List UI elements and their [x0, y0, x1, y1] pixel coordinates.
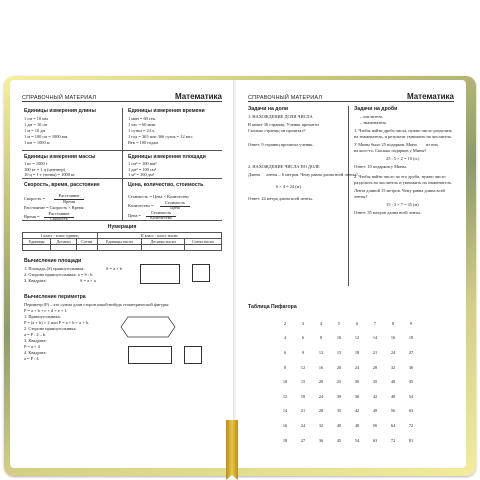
pythagoras-cell: 14	[372, 335, 378, 341]
perimeter-line: 4. Квадрата:	[24, 350, 47, 355]
pythagoras-cell: 42	[354, 408, 360, 414]
perimeter-line: a = P : 2 – b.	[24, 332, 47, 337]
pythagoras-cell: 10	[336, 335, 342, 341]
perimeter-title: Вычисление периметра	[24, 294, 86, 300]
pythagoras-cell: 54	[354, 437, 360, 443]
price-frac-bottom: Цена	[170, 205, 180, 210]
pythagoras-cell: 12	[282, 393, 288, 399]
pythagoras-cell: 28	[372, 364, 378, 370]
parts-line: В книге 36 страниц. Ученик прочитал	[248, 122, 319, 127]
pythagoras-cell: 9	[409, 320, 413, 326]
pythagoras-row	[276, 331, 420, 346]
pythagoras-cell: 48	[354, 422, 360, 428]
perimeter-line: P = a + b + c + d + e + f.	[24, 308, 68, 313]
pythagoras-cell: 45	[336, 437, 342, 443]
pythagoras-row	[276, 374, 420, 389]
area-line: 1 дм² = 100 см²	[128, 167, 157, 172]
pythagoras-cell: 10	[282, 379, 288, 385]
right-page	[236, 80, 466, 468]
parts-line: ленты – 6 метров. Чему равна длина всей ленты?	[266, 172, 358, 177]
pythagoras-cell: 24	[390, 349, 396, 355]
pythagoras-cell: 81	[408, 437, 414, 443]
time-line: 1 сутки = 24 ч.	[128, 128, 156, 133]
pythagoras-row	[276, 404, 420, 419]
length-title: Единицы измерения длины	[24, 108, 96, 114]
fractions-answer: Ответ: 35 метров длина всей ленты.	[354, 210, 422, 215]
pythagoras-cell: 3	[301, 320, 305, 326]
pythagoras-cell: 18	[408, 335, 414, 341]
pythagoras-cell: 27	[408, 349, 414, 355]
fractions-line: Лента длиной 15 метров. Чему равна длина всей	[354, 188, 445, 193]
pythagoras-cell: 32	[390, 364, 396, 370]
area-title: Единицы измерения площади	[128, 154, 206, 160]
pythagoras-cell: 6	[283, 349, 287, 355]
pythagoras-cell: 9	[301, 349, 305, 355]
price-title: Цена, количество, стоимость	[128, 182, 204, 188]
pythagoras-cell: 36	[354, 393, 360, 399]
pythagoras-cell: 35	[336, 408, 342, 414]
fractions-answer: Ответ: 10 подарков у Мины.	[354, 164, 407, 169]
parts-answer: Ответ: 9 страниц прочитал ученик.	[248, 142, 314, 147]
pythagoras-cell: 42	[372, 393, 378, 399]
price-frac2-top: Стоимость	[146, 210, 176, 217]
fractions-line: – знаменатель	[360, 120, 387, 125]
pythagoras-cell: 6	[355, 320, 359, 326]
fractions-line: из них	[426, 142, 439, 147]
area-calc-formula: S = a × a	[80, 278, 96, 283]
area-calc-formula: S = a × b	[106, 266, 122, 271]
pythagoras-cell: 48	[390, 393, 396, 399]
parts-equation: 6 × 4 = 24 (м)	[276, 184, 301, 189]
pythagoras-cell: 28	[318, 408, 324, 414]
speed-line: Скорость =	[24, 196, 45, 201]
pythagoras-cell: 56	[390, 408, 396, 414]
perimeter-line: Периметр (P) – это сумма длин сторон какой-нибудь геометрической фигуры:	[24, 302, 170, 307]
speed-frac-bottom: Время	[63, 199, 75, 204]
pythagoras-cell: 15	[300, 379, 306, 385]
parts-line: Длина	[248, 172, 260, 177]
pythagoras-cell: 7	[373, 320, 377, 326]
bookmark-ribbon	[226, 420, 238, 480]
row-divider	[22, 178, 222, 179]
mass-line: 100 кг = 1 ц (центнер)	[24, 167, 66, 172]
mass-line: 1 кг = 1000 г	[24, 161, 48, 166]
pythagoras-cell: 36	[318, 437, 324, 443]
column-divider	[122, 108, 123, 220]
pythagoras-cell: 8	[391, 320, 395, 326]
price-frac-top: Стоимость	[160, 200, 190, 207]
pythagoras-cell: 24	[300, 422, 306, 428]
speed-frac2-bottom: Скорость	[50, 216, 68, 221]
hexagon-figure	[120, 316, 176, 338]
perimeter-line: 1. Прямоугольника:	[24, 314, 61, 319]
fractions-title: Задачи на дроби	[354, 106, 398, 112]
left-page	[10, 80, 234, 468]
pythagoras-cell: 6	[301, 335, 305, 341]
fractions-line: разделить на числитель и умножить на знаменатель.	[354, 180, 452, 185]
fractions-line: У Мины было 25 подарков. Мина	[354, 142, 417, 147]
time-line: 1 год = 365 или 366 суток = 12 мес.	[128, 134, 194, 139]
mass-title: Единицы измерения массы	[24, 154, 96, 160]
column-divider	[348, 106, 349, 286]
pythagoras-cell: 40	[336, 422, 342, 428]
numeration-table	[22, 232, 222, 251]
time-title: Единицы измерения времени	[128, 108, 205, 114]
numeration-col: Сотни тысяч	[184, 239, 221, 245]
speed-title: Скорость, время, расстояние	[24, 182, 100, 188]
fractions-line: на знаменатель, и результат умножить на числитель.	[354, 134, 453, 139]
rectangle-figure	[140, 264, 180, 284]
pythagoras-cell: 30	[336, 393, 342, 399]
parts-line: Сколько страниц он прочитал?	[248, 128, 306, 133]
area-calc-line: 3. Квадрата:	[24, 278, 47, 283]
length-line: 1 м = 100 см = 1000 мм	[24, 134, 68, 139]
parts-answer: Ответ: 24 метра длина всей ленты.	[248, 196, 313, 201]
fractions-line: 2. Чтобы найти число по его дроби, нужно число	[354, 174, 446, 179]
area-calc-line: 2. Сторона прямоугольника: a = S : b	[24, 272, 93, 277]
parts-line: 2. НАХОЖДЕНИЕ ЧИСЛА ПО ДОЛЕ	[248, 164, 320, 169]
pythagoras-cell: 72	[408, 422, 414, 428]
pythagoras-row	[276, 389, 420, 404]
fractions-line: – числитель	[360, 114, 383, 119]
pythagoras-cell: 8	[283, 364, 287, 370]
left-header	[22, 88, 222, 102]
pythagoras-row	[276, 360, 420, 375]
perimeter-line: a = P : 4	[24, 356, 39, 361]
price-line: Количество =	[128, 203, 154, 208]
time-line: 1 мин = 60 сек.	[128, 116, 157, 121]
perimeter-line: 2. Сторона прямоугольника:	[24, 326, 77, 331]
price-line: Цена =	[128, 213, 141, 218]
pythagoras-cell: 14	[282, 408, 288, 414]
pythagoras-cell: 40	[390, 379, 396, 385]
numeration-class-1: I класс - класс единиц	[23, 233, 98, 239]
pythagoras-cell: 30	[354, 379, 360, 385]
speed-frac2-top: Расстояние	[44, 211, 74, 218]
pythagoras-cell: 18	[282, 437, 288, 443]
pythagoras-cell: 72	[390, 437, 396, 443]
numeration-col: Десятки	[51, 239, 77, 245]
pythagoras-cell: 54	[408, 393, 414, 399]
numeration-col: Сотни	[76, 239, 97, 245]
speed-frac-top: Расстояние	[54, 193, 84, 200]
perimeter-line: P = a × 4	[24, 344, 40, 349]
fractions-line: 1. Чтобы найти дробь числа, нужно число разделить	[354, 128, 452, 133]
left-header-small: СПРАВОЧНЫЙ МАТЕРИАЛ	[22, 95, 97, 101]
square-figure	[192, 264, 210, 282]
pythagoras-cell: 63	[372, 437, 378, 443]
pythagoras-cell: 2	[283, 320, 287, 326]
perimeter-line: P = (a + b) × 2 или P = a + b + a + b.	[24, 320, 89, 325]
pythagoras-row	[276, 433, 420, 448]
perimeter-square-figure	[184, 346, 202, 364]
area-calc-title: Вычисление площади	[24, 258, 82, 264]
pythagoras-cell: 18	[300, 393, 306, 399]
pythagoras-row	[276, 316, 420, 331]
pythagoras-title: Таблица Пифагора	[248, 304, 297, 310]
pythagoras-cell: 21	[372, 349, 378, 355]
pythagoras-cell: 8	[319, 335, 323, 341]
right-header	[248, 88, 454, 102]
length-line: 1 дм = 10 см	[24, 122, 48, 127]
numeration-col: Единицы тысяч	[97, 239, 142, 245]
length-line: 1 км = 1000 м	[24, 140, 50, 145]
area-calc-line: 1. Площадь (S) прямоугольника:	[24, 266, 85, 271]
pythagoras-cell: 16	[390, 335, 396, 341]
speed-line: Расстояние = Скорость × Время	[24, 205, 84, 210]
pythagoras-cell: 24	[318, 393, 324, 399]
fractions-line: ленты?	[354, 194, 368, 199]
parts-title: Задачи на доли	[248, 106, 289, 112]
area-line: 1 м² = 100 дм²	[128, 172, 155, 177]
left-header-title: Математика	[174, 92, 222, 101]
row-divider	[22, 150, 222, 151]
fractions-equation: 25 : 5 × 2 = 10 (п.)	[386, 156, 420, 161]
pythagoras-cell: 45	[408, 379, 414, 385]
fractions-line: на кого-то. Сколько подарков у Мины?	[354, 148, 427, 153]
pythagoras-cell: 18	[354, 349, 360, 355]
pythagoras-cell: 21	[300, 408, 306, 414]
pythagoras-cell: 5	[337, 320, 341, 326]
pythagoras-row	[276, 345, 420, 360]
pythagoras-cell: 56	[372, 422, 378, 428]
price-frac2-bottom: Количество	[150, 215, 172, 220]
pythagoras-cell: 35	[372, 379, 378, 385]
price-line: Стоимость = Цена × Количество	[128, 194, 189, 199]
pythagoras-cell: 15	[336, 349, 342, 355]
parts-line: 1. НАХОЖДЕНИЕ ДОЛИ ЧИСЛА	[248, 114, 313, 119]
pythagoras-cell: 16	[318, 364, 324, 370]
pythagoras-cell: 32	[318, 422, 324, 428]
perimeter-rectangle-figure	[128, 346, 172, 364]
pythagoras-cell: 27	[300, 437, 306, 443]
pythagoras-cell: 4	[283, 335, 287, 341]
numeration-col: Единицы	[23, 239, 51, 245]
length-line: 1 см = 10 мм	[24, 116, 48, 121]
speed-line: Время =	[24, 214, 40, 219]
pythagoras-cell: 63	[408, 408, 414, 414]
pythagoras-cell: 49	[372, 408, 378, 414]
perimeter-line: 3. Квадрата:	[24, 338, 47, 343]
area-line: 1 см² = 100 мм²	[128, 161, 157, 166]
pythagoras-cell: 24	[354, 364, 360, 370]
numeration-title: Нумерация	[107, 224, 137, 230]
pythagoras-cell: 20	[318, 379, 324, 385]
length-line: 1 м = 10 дм	[24, 128, 46, 133]
pythagoras-cell: 16	[282, 422, 288, 428]
pythagoras-cell: 12	[354, 335, 360, 341]
right-header-small: СПРАВОЧНЫЙ МАТЕРИАЛ	[248, 95, 323, 101]
pythagoras-cell: 12	[300, 364, 306, 370]
fractions-equation: 15 : 3 × 7 = 35 (м)	[386, 202, 419, 207]
numeration-col: Десятки тысяч	[142, 239, 184, 245]
numeration-class-2: II класс - класс тысяч	[97, 233, 222, 239]
pythagoras-cell: 36	[408, 364, 414, 370]
time-line: 1 час = 60 мин.	[128, 122, 157, 127]
pythagoras-row	[276, 418, 420, 433]
right-header-title: Математика	[406, 92, 454, 101]
pythagoras-cell: 12	[318, 349, 324, 355]
time-line: Век = 100 годам	[128, 140, 159, 145]
mass-line: 10 ц = 1 т (тонна) = 1000 кг	[24, 172, 75, 177]
pythagoras-cell: 25	[336, 379, 342, 385]
pythagoras-cell: 4	[319, 320, 323, 326]
pythagoras-table	[276, 316, 420, 447]
pythagoras-cell: 64	[390, 422, 396, 428]
pythagoras-cell: 20	[336, 364, 342, 370]
